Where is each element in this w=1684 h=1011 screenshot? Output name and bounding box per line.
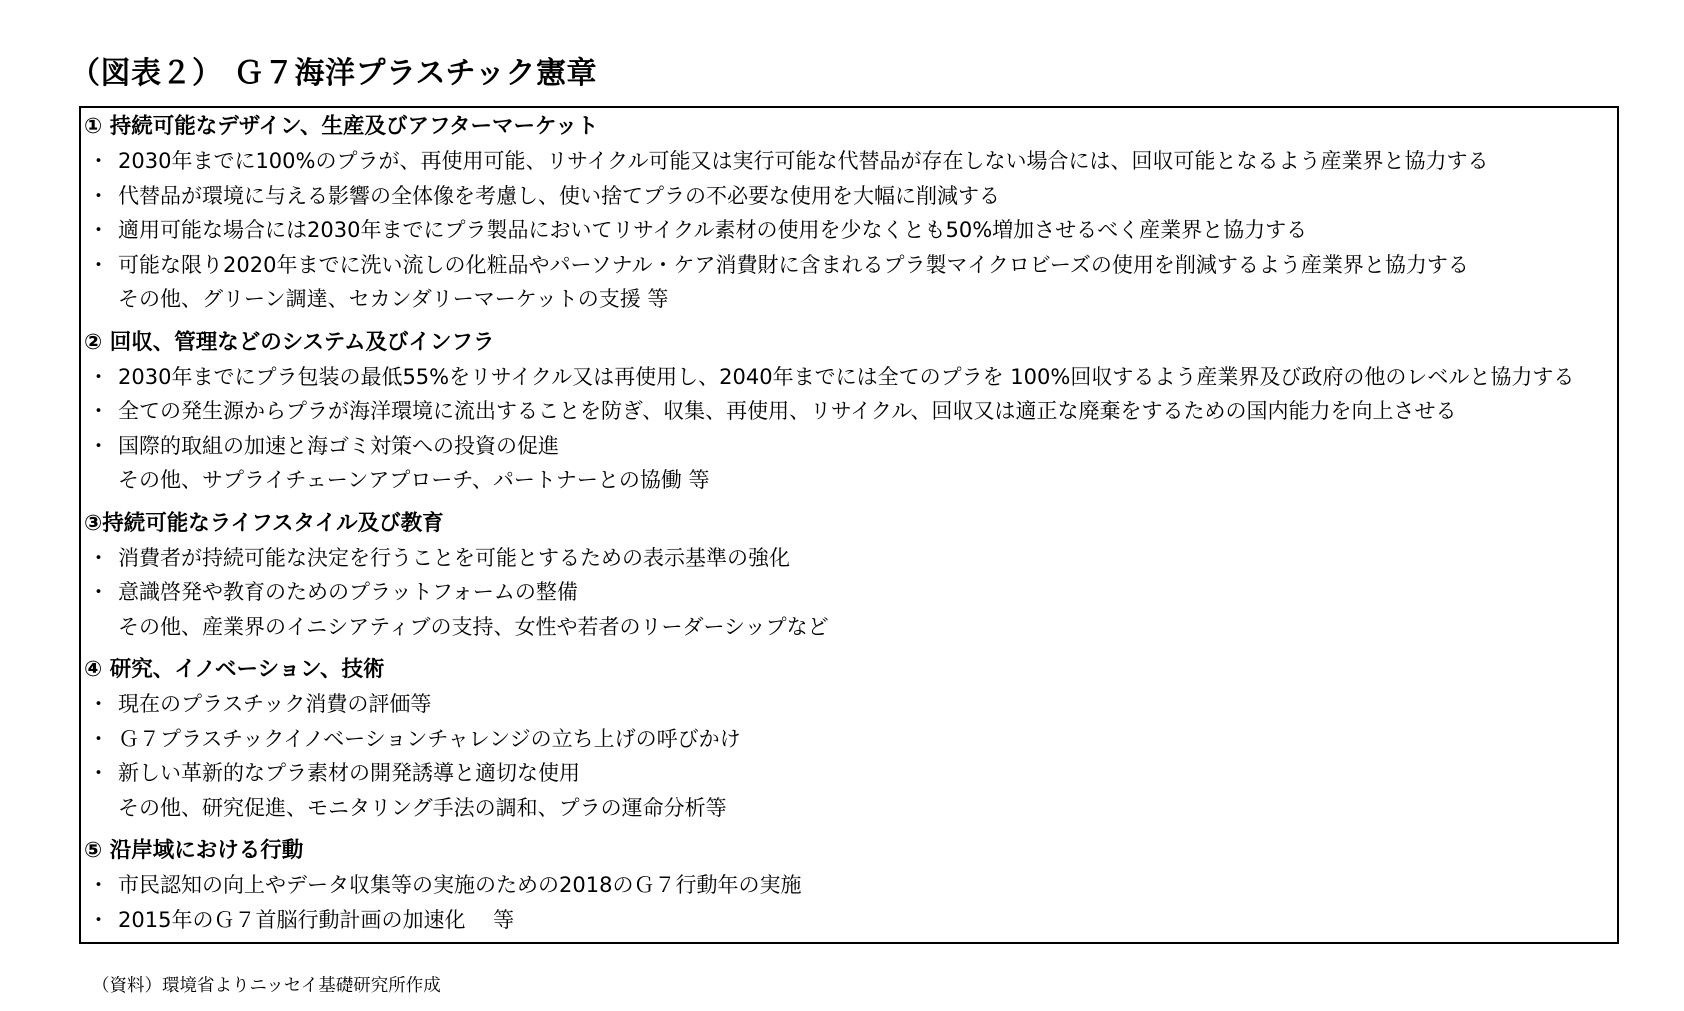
bullet-item-text: 意識啓発や教育のためのプラットフォームの整備 [118, 580, 578, 604]
bullet-icon: ・ [88, 149, 109, 173]
bullet-item [84, 394, 1604, 429]
bullet-item [84, 687, 1604, 722]
bullet-item-text: 代替品が環境に与える影響の全体像を考慮し、使い捨てプラの不必要な使用を大幅に削減する [118, 183, 1000, 208]
bullet-item-text: 消費者が持続可能な決定を行うことを可能とするための表示基準の強化 [118, 545, 790, 570]
bullet-item [84, 429, 1604, 464]
charter-section [84, 653, 1604, 825]
bullet-item [84, 248, 1604, 283]
bullet-item [84, 903, 1604, 938]
bullet-item [84, 179, 1604, 214]
bullet-item-text: 2030年までにプラ包装の最低55%をリサイクル又は再使用し、2040年までには全てのプラを 100%回収するよう産業界及び政府の他のレベルと協力する [118, 364, 1575, 389]
section-heading: ① 持続可能なデザイン、生産及びアフターマーケット [84, 114, 599, 139]
bullet-icon: ・ [88, 580, 109, 604]
bullet-icon: ・ [88, 183, 109, 208]
bullet-icon: ・ [88, 545, 109, 570]
bullet-icon: ・ [88, 761, 109, 785]
bullet-item-text: 適用可能な場合には2030年までにプラ製品においてリサイクル素材の使用を少なくとも50%増加させるべく産業界と協力する [118, 218, 1308, 242]
bullet-item [84, 575, 1604, 610]
other-note: その他、研究促進、モニタリング手法の調和、プラの運命分析等 [118, 795, 727, 820]
bullet-item [84, 722, 1604, 757]
bullet-icon: ・ [88, 692, 109, 716]
section-heading: ⑤ 沿岸域における行動 [84, 838, 304, 863]
bullet-item-text: 全ての発生源からプラが海洋環境に流出することを防ぎ、収集、再使用、リサイクル、回収又は適正な廃棄をするための国内能力を向上させる [118, 399, 1457, 423]
bullet-icon: ・ [88, 399, 109, 423]
bullet-icon: ・ [88, 252, 109, 277]
section-heading: ② 回収、管理などのシステム及びインフラ [84, 329, 495, 355]
bullet-item-text: 国際的取組の加速と海ゴミ対策への投資の促進 [118, 433, 559, 458]
bullet-item [84, 144, 1604, 179]
charter-section [84, 834, 1604, 937]
charter-section [84, 110, 1604, 317]
bullet-item [84, 360, 1604, 395]
bullet-item-text: 2030年までに100%のプラが、再使用可能、リサイクル可能又は実行可能な代替品が存在しない場合には、回収可能となるよう産業界と協力する [118, 149, 1489, 173]
figure-title: （図表２） Ｇ７海洋プラスチック憲章 [70, 56, 598, 91]
section-heading: ④ 研究、イノベーション、技術 [84, 657, 385, 682]
bullet-icon: ・ [88, 218, 109, 242]
bullet-item-text: 現在のプラスチック消費の評価等 [118, 692, 432, 716]
bullet-item [84, 541, 1604, 576]
bullet-icon: ・ [88, 433, 109, 458]
bullet-icon: ・ [88, 907, 109, 932]
bullet-item [84, 868, 1604, 903]
charter-content [84, 110, 1604, 946]
bullet-icon: ・ [88, 873, 109, 897]
charter-section [84, 326, 1604, 498]
source-note: （資料）環境省よりニッセイ基礎研究所作成 [92, 976, 441, 996]
charter-section [84, 507, 1604, 645]
bullet-icon: ・ [88, 364, 109, 389]
bullet-icon: ・ [88, 726, 109, 751]
bullet-item-text: Ｇ７プラスチックイノベーションチャレンジの立ち上げの呼びかけ [118, 726, 741, 751]
other-note: その他、グリーン調達、セカンダリーマーケットの支援 等 [118, 287, 669, 311]
section-heading: ③持続可能なライフスタイル及び教育 [84, 510, 444, 536]
bullet-item [84, 756, 1604, 791]
other-note: その他、サプライチェーンアプローチ、パートナーとの協働 等 [118, 468, 710, 492]
bullet-item [84, 213, 1604, 248]
bullet-item-text: 市民認知の向上やデータ収集等の実施のための2018のＧ７行動年の実施 [118, 873, 802, 897]
other-note: その他、産業界のイニシアティブの支持、女性や若者のリーダーシップなど [118, 614, 829, 639]
bullet-item-text: 2015年のＧ７首脳行動計画の加速化 等 [118, 907, 515, 932]
bullet-item-text: 可能な限り2020年までに洗い流しの化粧品やパーソナル・ケア消費財に含まれるプラ製マイクロビーズの使用を削減するよう産業界と協力する [118, 252, 1469, 277]
bullet-item-text: 新しい革新的なプラ素材の開発誘導と適切な使用 [118, 761, 580, 785]
